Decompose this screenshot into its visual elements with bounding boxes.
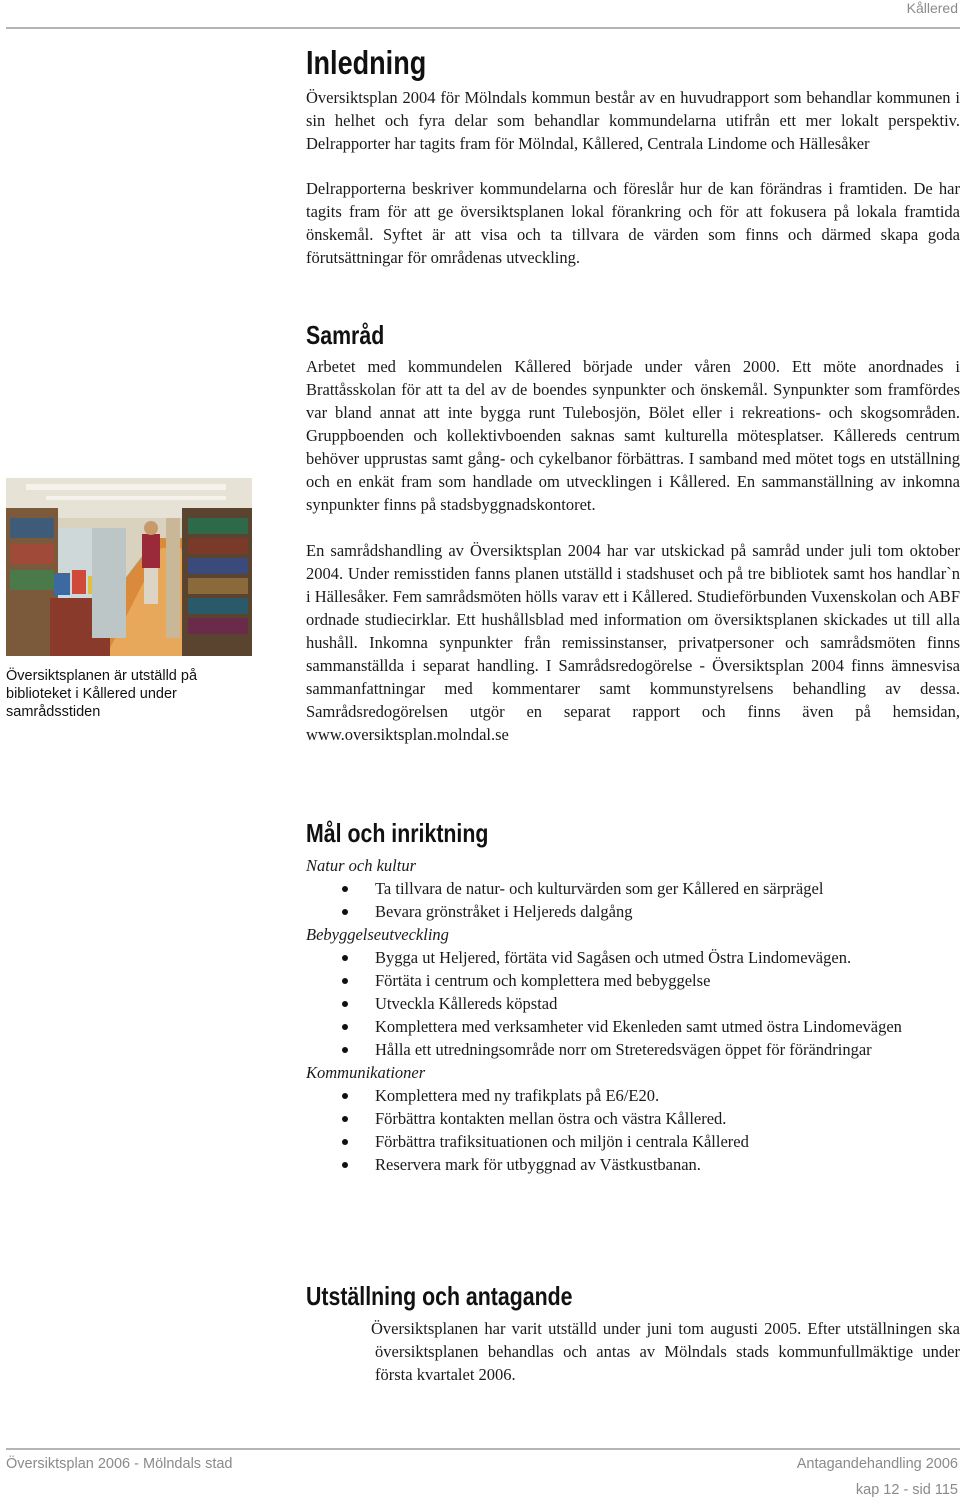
list-item: Bevara grönstråket i Heljereds dalgång — [306, 900, 960, 923]
bullet-icon — [342, 1116, 348, 1122]
samrad-section — [306, 355, 960, 746]
bullet-icon — [342, 1047, 348, 1053]
list-item: Utveckla Kållereds köpstad — [306, 992, 960, 1015]
bullet-icon — [342, 1024, 348, 1030]
intro-paragraph-2: Delrapporterna beskriver kommundelarna och föreslår hur de kan förändras i framtiden. De har tagits fram för att ge översiktsplanen lokal förankring och för att fokusera på lokala framtida önskemål. Syftet är att visa och ta tillvara de värden som finns och därmed skapa goda förutsättningar för områdenas utveckling. — [306, 179, 960, 267]
list-item: Förtäta i centrum och komplettera med bebyggelse — [306, 969, 960, 992]
mal-section — [306, 854, 960, 1176]
list-item: Bygga ut Heljered, förtäta vid Sagåsen och utmed Östra Lindomevägen. — [306, 946, 960, 969]
list-item: Hålla ett utredningsområde norr om Streteredsvägen öppet för förändringar — [306, 1038, 960, 1061]
list-natur — [306, 877, 960, 923]
bullet-icon — [342, 1162, 348, 1168]
utstallning-paragraph: Översiktsplanen har varit utställd under juni tom augusti 2005. Efter utställningen ska översiktsplanen behandlas och antas av Mölndals stads kommunfullmäktige under första kvartalet 2006. — [371, 1319, 960, 1384]
list-item: Komplettera med ny trafikplats på E6/E20. — [306, 1084, 960, 1107]
group-heading-natur: Natur och kultur — [306, 856, 416, 875]
bullet-icon — [342, 886, 348, 892]
intro-section — [306, 86, 960, 269]
group-heading-bebyggelse: Bebyggelseutveckling — [306, 925, 449, 944]
utstallning-section — [371, 1317, 960, 1386]
bullet-icon — [342, 909, 348, 915]
list-item: Förbättra kontakten mellan östra och västra Kållered. — [306, 1107, 960, 1130]
header-rule — [6, 27, 960, 29]
samrad-paragraph-1: Arbetet med kommundelen Kållered började under våren 2000. Ett möte anordnades i Brattåsskolan för att ta del av de boendes synpunkter och önskemål. Synpunkter som framfördes var bland annat att inte bygga runt Tulebosjön, Bölet eller i rekreations- och skogsområden. Gruppboenden och kollektivboenden saknas samt kulturella mötesplatser. Kållereds centrum behöver upprustas samt gång- och cykelbanor förbättras. I samband med mötet togs en utställning och en enkät fram som handlade om utvecklingen i Kållered. En sammanställning av inkomna synpunkter finns på stadsbyggnadskontoret. — [306, 357, 960, 514]
section-name: Kållered — [906, 0, 958, 16]
page-number: kap 12 - sid 115 — [855, 1482, 958, 1498]
footer-rule — [6, 1448, 960, 1450]
list-kommunikationer — [306, 1084, 960, 1176]
samrad-paragraph-2: En samrådshandling av Översiktsplan 2004 har var utskickad på samråd under juli tom oktober 2004. Under remisstiden fanns planen utställd i stadshuset och på tre bibliotek samt hos handlar`n i Hällesåker. Fem samrådsmöten hölls varav ett i Kållered. Studieförbunden Vuxenskolan och ABF ordnade studiecirklar. Ett hushållsblad med information om översiktsplanen skickades ut till alla hushåll. Inkomna synpunkter från remissinstanser, privatpersoner och samrådsmöten finns sammanställda i separat handling. I Samrådsredogörelse - Översiktsplan 2004 finns ämnesvisa sammanfattningar med kommentarer samt kommunstyrelsens behandling av dessa. Samrådsredogörelsen utgör en separat rapport och finns även på hemsidan, www.oversiktsplan.molndal.se — [306, 541, 960, 744]
library-photo — [6, 478, 252, 656]
heading-utstallning: Utställning och antagande — [306, 1281, 573, 1311]
list-item: Ta tillvara de natur- och kulturvärden som ger Kållered en särprägel — [306, 877, 960, 900]
bullet-icon — [342, 978, 348, 984]
group-heading-kommunikationer: Kommunikationer — [306, 1063, 426, 1082]
photo-caption: Översiktsplanen är utställd på biblioteket i Kållered under samrådsstiden — [6, 668, 198, 720]
list-bebyggelse — [306, 946, 960, 1061]
list-item: Förbättra trafiksituationen och miljön i centrala Kållered — [306, 1130, 960, 1153]
intro-paragraph-1: Översiktsplan 2004 för Mölndals kommun består av en huvudrapport som behandlar kommunen i sin helhet och fyra delar som behandlar kommundelarna utifrån ett mer lokalt perspektiv. Delrapporter har tagits fram för Mölndal, Kållered, Centrala Lindome och Hällesåker — [306, 88, 960, 153]
footer-left: Översiktsplan 2006 - Mölndals stad — [6, 1456, 233, 1472]
bullet-icon — [342, 1139, 348, 1145]
list-item: Komplettera med verksamheter vid Ekenleden samt utmed östra Lindomevägen — [306, 1015, 960, 1038]
bullet-icon — [342, 955, 348, 961]
footer-right: Antagandehandling 2006 — [796, 1456, 958, 1472]
bullet-icon — [342, 1001, 348, 1007]
bullet-icon — [342, 1093, 348, 1099]
list-item: Reservera mark för utbyggnad av Västkustbanan. — [306, 1153, 960, 1176]
heading-inledning: Inledning — [306, 44, 427, 81]
heading-mal-och-inriktning: Mål och inriktning — [306, 818, 489, 848]
heading-samrad: Samråd — [306, 320, 385, 350]
